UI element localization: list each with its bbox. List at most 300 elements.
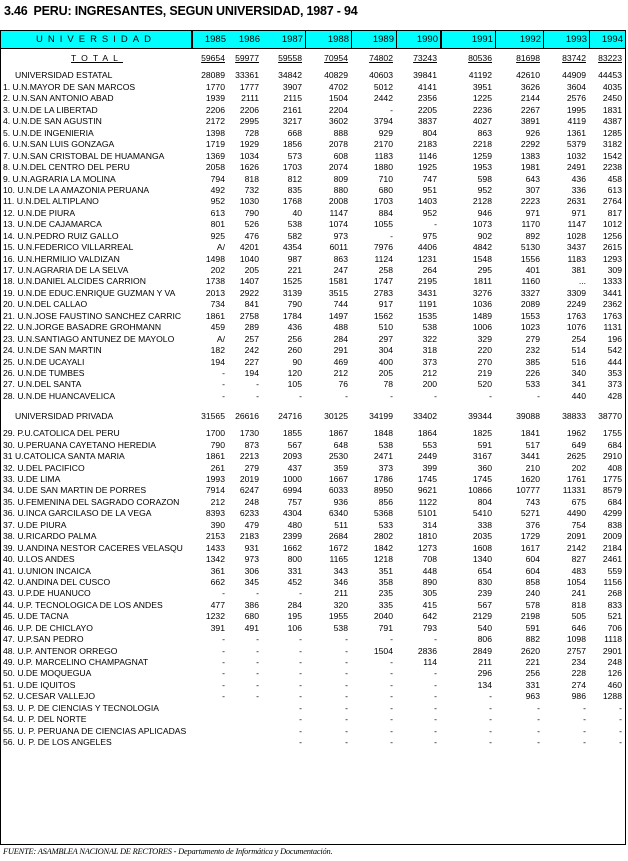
cell-1988: 30125	[324, 411, 348, 422]
cell-1986: 345	[244, 576, 259, 587]
cell-1986: 2206	[239, 104, 259, 115]
cell-1988: 211	[334, 588, 348, 599]
row-label: 12. U.N.DE PIURA	[3, 207, 76, 218]
table-row	[1, 219, 625, 230]
cell-1993: 646	[571, 622, 586, 633]
cell-1987: 1525	[282, 276, 302, 287]
cell-1992: 42610	[516, 70, 540, 80]
cell-1990: 314	[422, 519, 437, 530]
cell-1986: 2922	[239, 287, 259, 298]
cell-1989: 710	[378, 173, 393, 184]
cell-1991: 1745	[472, 474, 492, 484]
cell-1989: 1848	[373, 428, 393, 439]
cell-1985: -	[222, 668, 225, 679]
cell-1985: 1719	[205, 139, 225, 150]
cell-1993: -	[583, 737, 586, 748]
cell-1985: 794	[210, 173, 225, 184]
cell-1986: -	[256, 657, 259, 667]
cell-1985: 194	[210, 356, 225, 367]
cell-1992: 1023	[520, 322, 540, 333]
cell-1992: 232	[525, 345, 540, 356]
cell-1993: -	[583, 702, 586, 713]
cell-1991: 1073	[472, 219, 492, 230]
row-label: 2. U.N.SAN ANTONIO ABAD	[3, 93, 114, 104]
cell-1985: 662	[210, 576, 225, 587]
cell-1988: 1504	[328, 93, 348, 104]
cell-1992: 331	[525, 679, 540, 690]
table-row	[1, 508, 625, 519]
cell-1990: 114	[423, 657, 437, 667]
cell-1990: 642	[422, 611, 437, 622]
cell-1993: 340	[571, 367, 586, 378]
cell-1987: -	[299, 679, 302, 690]
cell-1990: 399	[422, 462, 437, 473]
cell-1985: 2206	[205, 104, 225, 115]
cell-1986: -	[256, 679, 259, 690]
cell-1992: 858	[525, 576, 540, 587]
cell-1986: 6233	[239, 508, 259, 519]
cell-1990: 2836	[417, 645, 437, 656]
cell-1993: 818	[571, 599, 586, 610]
table-row	[1, 634, 625, 645]
cell-1993: 505	[571, 611, 586, 622]
cell-1991: 360	[477, 462, 492, 473]
cell-1994: 542	[607, 345, 622, 356]
table-row	[1, 657, 625, 668]
cell-1987: 1703	[282, 162, 302, 173]
cell-1992: 578	[525, 599, 540, 610]
cell-1993: 1076	[566, 322, 586, 333]
cell-1985: 1398	[205, 127, 225, 138]
cell-1994: 2238	[602, 162, 622, 173]
cell-1991: -	[489, 691, 492, 702]
cell-1988: 2074	[328, 162, 348, 173]
row-label: 15. U.N.FEDERICO VILLARREAL	[3, 242, 134, 253]
spacer	[1, 402, 625, 409]
cell-1989: 235	[378, 588, 393, 599]
cell-1989: 78	[383, 379, 393, 390]
cell-1989: -	[390, 668, 393, 679]
cell-1985: -	[222, 657, 225, 667]
cell-1985: 790	[210, 439, 225, 450]
cell-1994: 373	[607, 379, 622, 390]
cell-1992: 3626	[520, 82, 540, 92]
cell-1987: -	[299, 657, 302, 667]
cell-1994: 248	[607, 657, 622, 667]
cell-1989: -	[390, 657, 393, 667]
cell-1990: 1864	[417, 428, 437, 439]
header-year-1989: 1989	[351, 31, 396, 48]
cell-1986: 1034	[239, 150, 259, 161]
cell-1993: 440	[571, 390, 586, 401]
cell-1990: 4141	[417, 82, 437, 92]
cell-1987: 1000	[282, 474, 302, 484]
table-row	[1, 646, 625, 657]
cell-1987: 260	[287, 345, 302, 356]
cell-1989: -	[390, 679, 393, 690]
cell-1987: 3217	[282, 116, 302, 127]
cell-1992: 5271	[520, 508, 540, 519]
cell-1989: -	[390, 390, 393, 401]
cell-1985: 1861	[205, 451, 225, 462]
cell-1991: -	[489, 737, 492, 748]
cell-1987: 835	[287, 184, 302, 195]
cell-1992: -	[537, 702, 540, 713]
cell-1991: 952	[477, 184, 492, 195]
cell-1986: 386	[244, 599, 259, 610]
cell-1993: 971	[571, 207, 586, 218]
cell-1991: 1953	[472, 162, 492, 173]
cell-1993: 483	[571, 565, 586, 576]
cell-1986: 2995	[239, 116, 259, 127]
cell-1992: 2144	[520, 93, 540, 104]
cell-1987: 480	[287, 519, 302, 530]
cell-1986: 841	[244, 299, 259, 310]
cell-1994: 1256	[602, 230, 622, 241]
cell-1987: 256	[287, 333, 302, 344]
cell-1985: 31565	[201, 411, 225, 422]
cell-1987: 2115	[283, 93, 302, 104]
row-label: 8. U.N.DEL CENTRO DEL PERU	[3, 162, 130, 173]
table-row	[1, 162, 625, 173]
cell-1986: 1407	[239, 276, 259, 287]
cell-1994: 4387	[602, 116, 622, 127]
cell-1991: 134	[477, 679, 492, 690]
cell-1994: 521	[607, 611, 622, 622]
table-row	[1, 440, 625, 451]
enrollment-table	[0, 30, 626, 845]
cell-1991: 4027	[472, 116, 492, 127]
cell-1988: 1581	[328, 276, 348, 287]
cell-1994: 4299	[602, 508, 622, 519]
cell-1989: 2783	[373, 287, 393, 298]
cell-1986: 2183	[239, 531, 259, 542]
cell-1991: 3167	[472, 451, 492, 462]
row-label: 48. U.P. ANTENOR ORREGO	[3, 645, 118, 656]
cell-1986: 1040	[239, 253, 259, 264]
cell-1985: -	[222, 634, 225, 645]
row-label: 53. U. P. DE CIENCIAS Y TECNOLOGIA	[3, 702, 160, 713]
table-row	[1, 531, 625, 542]
header-year-1992: 1992	[495, 31, 543, 48]
cell-1993: 2142	[566, 542, 586, 553]
cell-1985: 734	[210, 299, 225, 310]
cell-1987: 6994	[282, 485, 302, 496]
cell-1985: 1498	[205, 253, 225, 264]
cell-1989: 884	[378, 207, 393, 218]
cell-1994: 1131	[603, 322, 622, 333]
header-year-1993: 1993	[543, 31, 589, 48]
cell-1988: 359	[333, 462, 348, 473]
cell-1990: 322	[422, 333, 437, 344]
cell-1991: 830	[477, 576, 492, 587]
cell-1989: 297	[378, 333, 393, 344]
cell-1987: -	[299, 691, 302, 702]
row-label: 18. U.N.DANIEL ALCIDES CARRION	[3, 276, 146, 287]
cell-1993: 254	[571, 333, 586, 344]
cell-1986: 1626	[239, 162, 259, 173]
cell-1991: 2129	[472, 611, 492, 622]
cell-1988: 284	[333, 333, 348, 344]
cell-1989: -	[390, 691, 393, 702]
cell-1987: 538	[287, 219, 302, 230]
row-label: UNIVERSIDAD PRIVADA	[15, 411, 114, 422]
cell-1985: A/	[216, 242, 225, 253]
cell-1989: 2170	[373, 139, 393, 150]
cell-1989: -	[390, 737, 393, 748]
cell-1988: 744	[333, 299, 348, 310]
cell-1993: 38833	[562, 411, 586, 422]
cell-1992: 517	[525, 439, 540, 450]
cell-1987: 221	[287, 265, 302, 275]
cell-1994: 2764	[602, 196, 622, 207]
cell-1991: 80536	[468, 53, 492, 63]
cell-1994: 1755	[602, 428, 622, 439]
table-row	[1, 311, 625, 322]
cell-1990: 2449	[417, 451, 437, 462]
cell-1990: -	[434, 668, 437, 679]
cell-1988: 3602	[328, 116, 348, 127]
cell-1988: 3515	[328, 287, 348, 298]
cell-1990: 1535	[417, 310, 437, 321]
cell-1988: 212	[333, 367, 348, 378]
row-label: 35. U.FEMENINA DEL SAGRADO CORAZON	[3, 496, 180, 507]
table-row	[1, 703, 625, 714]
cell-1991: 567	[477, 599, 492, 610]
cell-1994: 2450	[602, 93, 622, 104]
cell-1993: 1032	[566, 150, 586, 161]
cell-1992: 2620	[520, 645, 540, 656]
cell-1990: 1403	[417, 196, 437, 207]
cell-1990: 2183	[417, 139, 437, 150]
cell-1989: 1786	[373, 474, 393, 484]
table-row	[1, 520, 625, 531]
cell-1993: 341	[571, 379, 586, 390]
table-row	[1, 196, 625, 207]
cell-1993: 241	[571, 588, 586, 599]
cell-1985: 1770	[205, 82, 225, 92]
cell-1989: 358	[378, 576, 393, 587]
cell-1990: 747	[422, 173, 437, 184]
cell-1988: 4702	[328, 82, 348, 92]
cell-1991: 211	[478, 657, 492, 667]
cell-1994: 1831	[602, 104, 622, 115]
cell-1985: 8393	[205, 508, 225, 519]
row-label: 38. U.RICARDO PALMA	[3, 531, 97, 542]
cell-1985: 1700	[205, 428, 225, 439]
table-row	[1, 577, 625, 588]
cell-1992: 5130	[520, 242, 540, 253]
cell-1988: 863	[333, 253, 348, 264]
cell-1990: 1231	[417, 253, 437, 264]
cell-1990: 975	[422, 230, 437, 241]
row-label: TOTAL	[71, 53, 123, 63]
cell-1994: 83223	[598, 53, 622, 63]
cell-1986: 2758	[239, 310, 259, 321]
cell-1988: 888	[333, 127, 348, 138]
cell-1989: 1504	[373, 645, 393, 656]
cell-1992: -	[537, 725, 540, 736]
cell-1986: 242	[244, 345, 259, 356]
row-label: 11. U.N.DEL ALTIPLANO	[3, 196, 99, 207]
cell-1988: 343	[333, 565, 348, 576]
cell-1990: -	[434, 691, 437, 702]
row-label: 43. U.P.DE HUANUCO	[3, 588, 91, 599]
cell-1986: 931	[244, 542, 259, 553]
cell-1989: 1747	[373, 276, 393, 287]
cell-1987: 757	[287, 496, 302, 507]
cell-1994: 2362	[602, 299, 622, 310]
cell-1987: -	[299, 702, 302, 713]
cell-1985: -	[222, 367, 225, 378]
cell-1994: -	[619, 737, 622, 748]
cell-1989: 205	[378, 367, 393, 378]
cell-1991: 1340	[472, 554, 492, 565]
cell-1990: 305	[422, 588, 437, 599]
cell-1994: 444	[607, 356, 622, 367]
cell-1990: 2356	[417, 93, 437, 104]
cell-1993: 649	[571, 439, 586, 450]
cell-1988: 1667	[328, 474, 348, 484]
cell-1993: 202	[571, 462, 586, 473]
table-title-text: PERU: INGRESANTES, SEGUN UNIVERSIDAD, 1987 - 94	[33, 4, 358, 18]
cell-1989: 1880	[373, 162, 393, 173]
header-year-1985: 1985	[204, 34, 226, 45]
cell-1994: 408	[607, 462, 622, 473]
table-row	[1, 82, 625, 93]
cell-1989: 373	[378, 462, 393, 473]
table-row	[1, 368, 625, 379]
cell-1991: 591	[477, 439, 492, 450]
cell-1989: 2471	[373, 451, 393, 462]
cell-1991: 3951	[472, 82, 492, 92]
row-label: 24. U.N.DE SAN MARTIN	[3, 345, 102, 356]
cell-1993: 1763	[566, 310, 586, 321]
cell-1987: 59558	[278, 53, 302, 63]
cell-1985: 2058	[205, 162, 225, 173]
cell-1986: 33361	[235, 70, 259, 80]
cell-1989: 1562	[373, 310, 393, 321]
cell-1992: 1841	[520, 428, 540, 439]
cell-1992: 1617	[520, 542, 540, 553]
row-label: 13. U.N.DE CAJAMARCA	[3, 219, 102, 230]
cell-1992: 1556	[520, 253, 540, 264]
cell-1987: 284	[287, 599, 302, 610]
cell-1990: 212	[422, 367, 437, 378]
cell-1990: 3837	[417, 116, 437, 127]
cell-1985: 391	[210, 622, 225, 633]
cell-1989: 3794	[373, 116, 393, 127]
cell-1993: 44909	[562, 70, 586, 80]
cell-1994: 1288	[602, 691, 622, 702]
table-row	[1, 345, 625, 356]
cell-1987: 790	[287, 299, 302, 310]
table-row	[1, 322, 625, 333]
cell-1986: 1730	[239, 428, 259, 439]
cell-1992: 643	[525, 173, 540, 184]
cell-1994: 2184	[602, 542, 622, 553]
cell-1987: 34842	[278, 70, 302, 80]
cell-1988: 320	[333, 599, 348, 610]
cell-1986: 306	[244, 565, 259, 576]
cell-1994: 196	[607, 333, 622, 344]
table-row	[1, 105, 625, 116]
cell-1987: 195	[287, 611, 302, 622]
table-row	[1, 668, 625, 679]
cell-1993: 2091	[566, 531, 586, 542]
cell-1991: 3276	[472, 287, 492, 298]
cell-1990: 318	[422, 345, 437, 356]
cell-1990: 39841	[413, 70, 437, 80]
cell-1986: 194	[244, 367, 259, 378]
cell-1991: 296	[477, 668, 492, 679]
cell-1991: 540	[477, 622, 492, 633]
cell-1985: 801	[210, 219, 225, 230]
cell-1988: -	[345, 737, 348, 748]
cell-1990: 373	[422, 356, 437, 367]
table-row	[1, 680, 625, 691]
cell-1991: 41192	[468, 70, 492, 80]
cell-1990: -	[434, 390, 437, 401]
cell-1994: 1285	[602, 127, 622, 138]
cell-1987: 452	[287, 576, 302, 587]
cell-1985: 1861	[205, 310, 225, 321]
cell-1988: 648	[333, 439, 348, 450]
cell-1991: 804	[477, 496, 492, 507]
cell-1988: 6011	[329, 242, 348, 253]
cell-1991: 1811	[473, 276, 492, 287]
row-label: 27. U.N.DEL SANTA	[3, 379, 82, 390]
cell-1991: 10866	[468, 485, 492, 496]
cell-1985: 212	[210, 496, 225, 507]
cell-1992: 533	[525, 379, 540, 390]
cell-1986: 790	[244, 207, 259, 218]
cell-1993: 2491	[566, 162, 586, 173]
cell-1991: -	[489, 714, 492, 725]
table-row	[1, 254, 625, 265]
table-row	[1, 185, 625, 196]
cell-1987: 2161	[282, 104, 302, 115]
cell-1992: 2223	[520, 196, 540, 207]
cell-1985: 261	[210, 462, 225, 473]
cell-1990: -	[434, 725, 437, 736]
table-row	[1, 139, 625, 150]
cell-1989: -	[390, 634, 393, 645]
cell-1985: 459	[210, 322, 225, 333]
row-label: 28. U.N.DE HUANCAVELICA	[3, 390, 116, 401]
cell-1990: -	[434, 737, 437, 748]
table-row	[1, 276, 625, 287]
cell-1987: 800	[287, 554, 302, 565]
cell-1993: 2757	[566, 645, 586, 656]
cell-1985: 182	[210, 345, 225, 356]
cell-1990: -	[434, 679, 437, 690]
cell-1987: 567	[287, 439, 302, 450]
cell-1990: 793	[422, 622, 437, 633]
source-note: FUENTE: ASAMBLEA NACIONAL DE RECTORES - Departamento de Informática y Documentación.	[3, 847, 333, 856]
cell-1993: 2631	[566, 196, 586, 207]
cell-1991: 2218	[472, 139, 492, 150]
cell-1992: 1729	[520, 531, 540, 542]
cell-1992: 1383	[520, 150, 540, 161]
cell-1989: 1055	[373, 219, 393, 230]
cell-1992: 591	[525, 622, 540, 633]
cell-1993: 2625	[566, 451, 586, 462]
cell-1988: 973	[333, 230, 348, 241]
cell-1987: 40	[292, 207, 302, 218]
cell-1989: 1124	[374, 253, 393, 264]
cell-1985: 2013	[205, 287, 225, 298]
